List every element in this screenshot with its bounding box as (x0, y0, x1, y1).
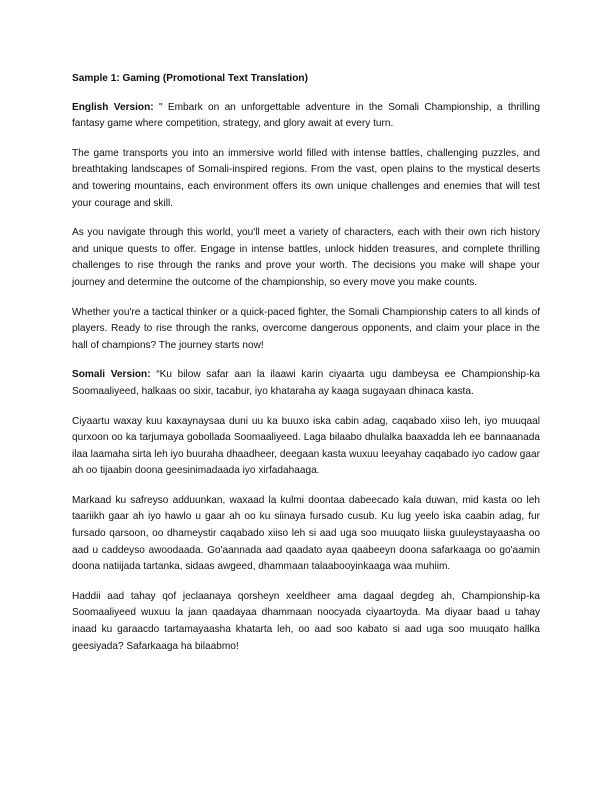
english-paragraph: As you navigate through this world, you'll meet a variety of characters, each with their own rich history and unique quests to offer. Engage in intense battles, unlock hidden treasures, and complete thrilling challenges to rise through the ranks and prove your worth. The decisions you make will shape your journey and determine the outcome of the championship, so every move you make counts. (72, 227, 540, 288)
english-intro-paragraph (72, 100, 540, 133)
english-paragraph-text: " Embark on an unforgettable adventure in the Somali Championship, a thrilling fantasy game where competition, strategy, and glory await at every turn. (72, 101, 540, 130)
somali-intro-paragraph (72, 367, 540, 400)
english-paragraph: The game transports you into an immersive world filled with intense battles, challenging puzzles, and breathtaking landscapes of Somali-inspired regions. From the vast, open plains to the mystical deserts and towering mountains, each environment offers its own unique challenges and enemies that will test your courage and skill. (72, 147, 540, 209)
somali-paragraph: Haddii aad tahay qof jeclaanaya qorsheyn xeeldheer ama dagaal degdeg ah, Championship-ka Soomaaliyeed wuxuu la jaan qaadayaa dhammaan noocyada ciyaartoyda. Ma diyaar baad u tahay inaad ku garaacdo tartamayaasha khatarta leh, oo aad soo kabato si aad uga soo muuqato hallka geesiyada? Safarkaaga ha bilaabmo! (72, 590, 540, 652)
somali-paragraph: Markaad ku safreyso adduunkan, waxaad la kulmi doontaa dabeecado kala duwan, mid kasta oo leh taariikh gaar ah iyo hawlo u gaar ah oo ku siinaya fursado cusub. Ku lug yeelo iska caabin adag, fur fursado qarsoon, oo dhameystir caqabado xiiso leh si aad uga soo muuqato liiska guuleystayaasha oo aad u caddeyso awoodaada. Go'aannada aad qaadato ayaa qaabeeyn doona safarkaaga oo go'aamin doona natiijada tartanka, sidaas awgeed, dhammaan talaabooyinkaaga waa muhiim. (72, 494, 540, 573)
document-title: Sample 1: Gaming (Promotional Text Translation) (72, 73, 308, 84)
english-paragraph: Whether you're a tactical thinker or a quick-paced fighter, the Somali Championship caters to all kinds of players. Ready to rise through the ranks, overcome dangerous opponents, and claim your place in the hall of champions? The journey starts now! (72, 306, 540, 351)
somali-paragraph-text: “Ku bilow safar aan la ilaawi karin ciyaarta ugu dambeysa ee Championship-ka Soomaaliyeed, halkaas oo sixir, tacabur, iyo khataraha ay kaaga sugayaan dhinaca kasta. (72, 369, 540, 397)
somali-paragraph: Ciyaartu waxay kuu kaxaynaysaa duni uu ka buuxo iska cabin adag, caqabado xiiso leh, iyo muuqaal qurxoon oo ka tarjumaya gobollada Soomaaliyeed. Laga bilaabo dhulalka baaxadda leh ee bannaanada ilaa laamaha sirta leh iyo buuraha dhaadheer, deegaan kasta wuxuu leeyahay caqabado iyo cadow gaar ah oo tijaabin doona geesinimadaada iyo xirfadahaaga. (72, 415, 540, 477)
somali-version-label: Somali Version: (72, 369, 151, 381)
english-version-label: English Version: (72, 101, 154, 113)
document-body (72, 71, 540, 668)
